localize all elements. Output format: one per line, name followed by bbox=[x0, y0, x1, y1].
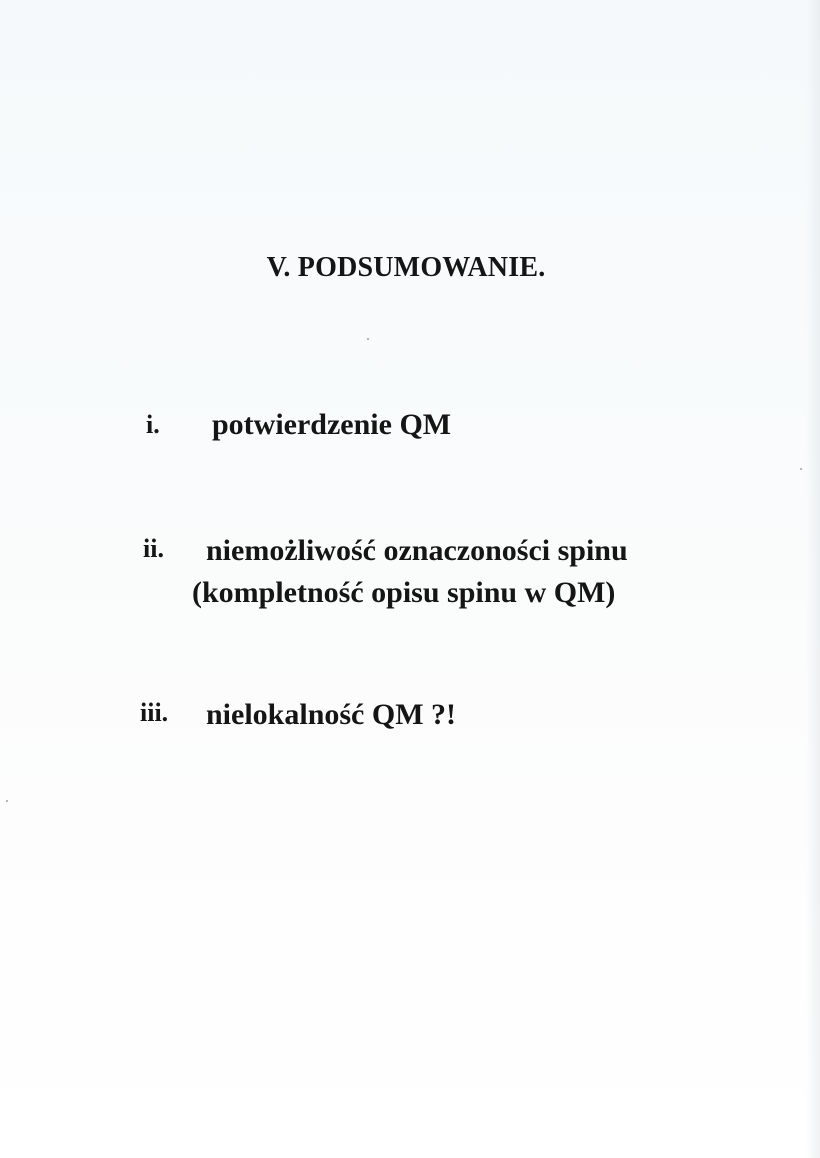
list-item-2-text-line-2: (kompletność opisu spinu w QM) bbox=[192, 576, 616, 609]
list-item-1-marker: i. bbox=[146, 410, 160, 439]
list-item-3-text: nielokalność QM ?! bbox=[206, 698, 457, 731]
list-item-3-marker: iii. bbox=[140, 698, 169, 727]
list-item-1-text: potwierdzenie QM bbox=[212, 408, 452, 441]
list-item-2-text-line-1: niemożliwość oznaczoności spinu bbox=[206, 534, 628, 567]
page-edge-shadow bbox=[806, 0, 820, 1158]
list-item-2-marker: ii. bbox=[143, 534, 164, 563]
scan-speck bbox=[367, 338, 369, 340]
section-heading-text: V. PODSUMOWANIE. bbox=[266, 252, 546, 283]
scan-speck bbox=[6, 800, 8, 802]
section-heading bbox=[0, 252, 820, 284]
scan-speck bbox=[800, 468, 802, 470]
